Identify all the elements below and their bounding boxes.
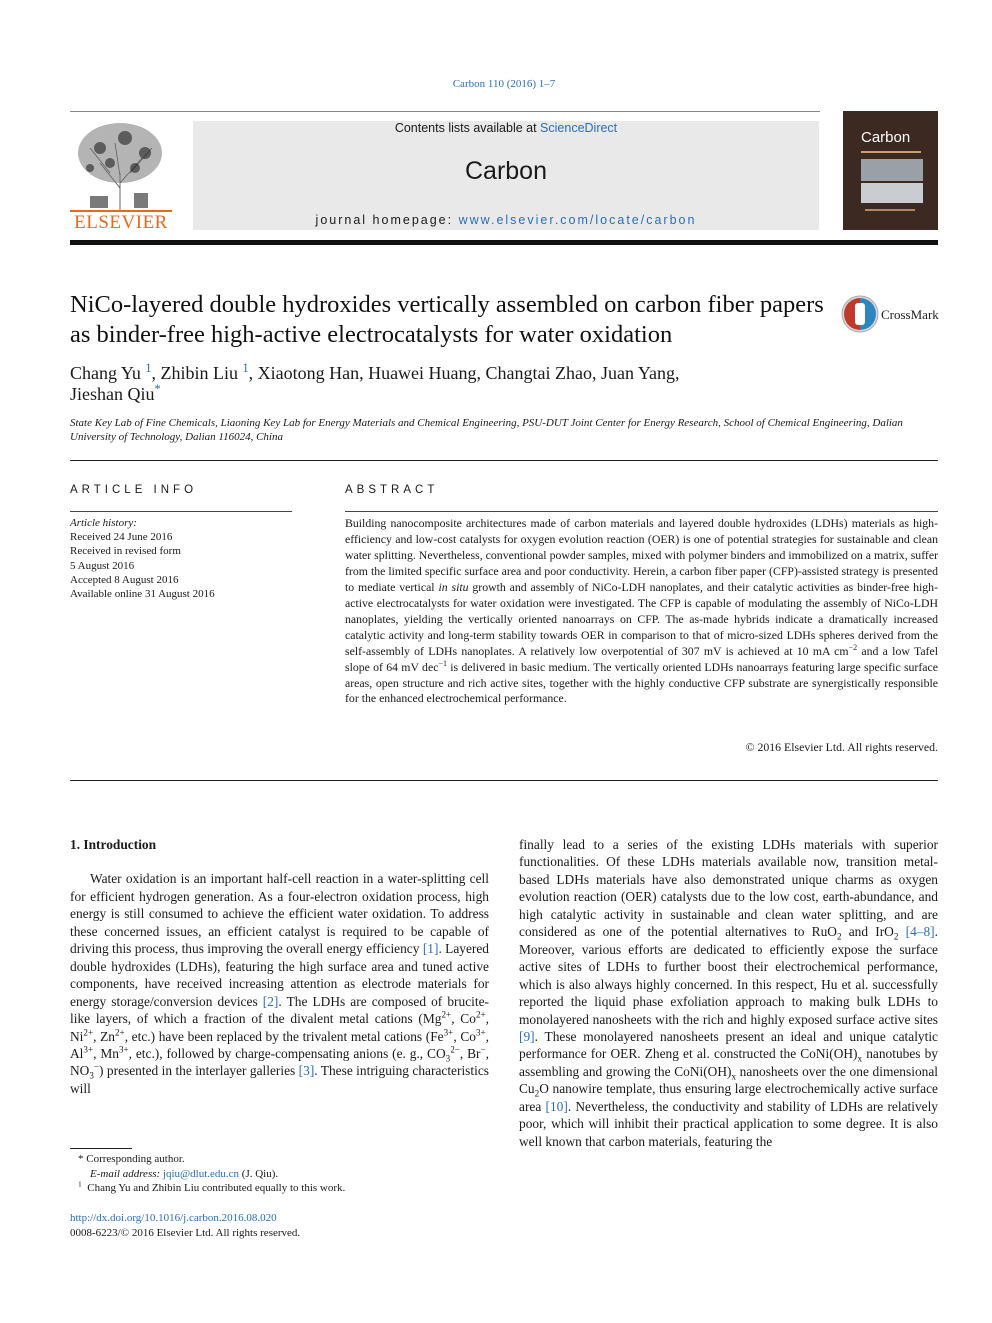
abstract-copyright: © 2016 Elsevier Ltd. All rights reserved.: [745, 740, 938, 754]
formula-sub: 2: [893, 931, 899, 942]
history-line: 5 August 2016: [70, 559, 135, 572]
text-run: . These monolayered nanosheets present an ideal and unique catalytic performance for OER. Zheng et al. constructed the CoNi(OH): [519, 1028, 938, 1062]
email-link[interactable]: jqiu@dlut.edu.cn: [162, 1167, 240, 1180]
text-run: nanotubes by assembling and growing the CoNi(OH): [519, 1046, 938, 1079]
homepage-link[interactable]: www.elsevier.com/locate/carbon: [458, 213, 697, 227]
author-footnote-mark[interactable]: 1: [242, 361, 249, 375]
charge-sup: 2−: [450, 1044, 460, 1055]
reference-link[interactable]: [4–8]: [905, 924, 935, 940]
formula-sub: 2: [534, 1089, 540, 1100]
charge-sup: 2+: [83, 1027, 94, 1038]
divider: [70, 460, 938, 461]
abstract-sup: −2: [848, 642, 858, 652]
intro-paragraph: [70, 870, 489, 1097]
homepage-prefix: journal homepage:: [315, 213, 459, 227]
text-run: . These intriguing characteristics will: [70, 1063, 489, 1096]
text-run: , Co: [451, 1011, 476, 1027]
crossmark-icon: [840, 294, 880, 334]
issn-line: 0008-6223/© 2016 Elsevier Ltd. All rights reserved.: [70, 1227, 301, 1239]
crossmark-label: CrossMark: [881, 307, 939, 322]
charge-sup: 3+: [118, 1044, 129, 1055]
abstract-text: [345, 516, 938, 707]
cover-bar: [861, 151, 921, 153]
divider: [70, 780, 938, 781]
text-run: , NO: [70, 1045, 489, 1079]
reference-link[interactable]: [1]: [422, 941, 439, 957]
text-run: . Moreover, various efforts are dedicated to efficiently expose the surface active sites of LDHs to further boost their electrochemical performance, which is also always highly concerned. In this respect, Hu et al. successfully reported the liquid phase exfoliation approach to making bulk LDHs to monolayered nanosheets with the rich and highly exposed surface active sites: [519, 924, 938, 1027]
text-run: ) presented in the interlayer galleries: [99, 1063, 299, 1079]
text-run: nanosheets over the one dimensional Cu: [519, 1063, 938, 1097]
elsevier-logo[interactable]: [70, 118, 172, 233]
formula-sub: 2: [836, 931, 842, 942]
charge-sup: 3+: [475, 1027, 486, 1038]
text-run: , Mn: [93, 1045, 119, 1061]
header-top-rule: [70, 111, 820, 112]
charge-sup: 3+: [83, 1044, 94, 1055]
formula-sub: 3: [445, 1053, 451, 1064]
charge-sup: 2+: [441, 1009, 452, 1020]
text-run: . Layered double hydroxides (LDHs), featuring the high surface area and tuned active components, have received increasing attention as electrode materials for energy storage/conversion devices: [70, 941, 489, 1009]
formula-sub: x: [857, 1054, 863, 1065]
author-names[interactable]: Xiaotong Han, Huawei Huang, Changtai Zhao, Juan Yang,: [257, 363, 680, 383]
history-line: Received in revised form: [70, 545, 181, 558]
abstract-part: growth and assembly of NiCo-LDH nanoplates, and their catalytic activities as binder-free high-active electrocatalysts for water oxidation were investigated. The CFP is capable of modulating the assembly of NiCo-LDH nanoplates, yielding the vertically oriented nanoarrays on CFP. The as-made hybrids indicate a dramatically increased catalytic activity and long-term stability towards OER in comparison to that of micro-sized LDHs spheres derived from the self-assembly of LDHs nanoplates. A relatively low overpotential of 307 mV is achieved at 10 mA cm: [345, 579, 939, 658]
abstract-part: is delivered in basic medium. The vertically oriented LDHs nanoarrays featuring large specific surface areas, open structure and rich active sites, together with the highly conductive CFP substrate are synergistically responsible for the enhanced electrochemical performance.: [345, 659, 938, 706]
abstract-heading: ABSTRACT: [345, 484, 439, 496]
text-run: and IrO: [841, 924, 894, 940]
abstract-part: Building nanocomposite architectures made of carbon materials and layered double hydroxides (LDHs) materials as high-efficiency and low-cost catalysts for oxygen evolution reaction (OER) is one of potential strategies for sustainable and clean water splitting. Nevertheless, conventional powder samples, mixed with polymer binders and immobilized on a matrix, suffer from the limited specific surface area and poor conductivity. Herein, a carbon fiber paper (CFP)-assisted strategy is presented to mediate vertical: [345, 516, 938, 594]
reference-link[interactable]: [3]: [298, 1063, 315, 1079]
cover-image-2: [861, 183, 923, 203]
header-thick-rule: [70, 240, 938, 245]
charge-sup: 2+: [475, 1009, 486, 1020]
text-run: , etc.), followed by charge-compensating anions (e. g., CO: [128, 1045, 446, 1061]
reference-link[interactable]: [2]: [262, 993, 279, 1009]
journal-cover-thumbnail[interactable]: [843, 111, 938, 230]
history-line: Accepted 8 August 2016: [70, 573, 179, 586]
text-run: . Nevertheless, the conductivity and stability of LDHs are relatively poor, which will inhibit their practical application to some degree. It is also well known that carbon materials, featuring the: [519, 1098, 939, 1149]
history-line: Available online 31 August 2016: [70, 588, 215, 601]
left-column: [70, 836, 489, 1097]
text-run: , etc.) have been replaced by the trivalent metal cations (Fe: [124, 1028, 444, 1044]
article-title: NiCo-layered double hydroxides vertically assembled on carbon fiber papers as binder-free high-active electrocatalysts for water oxidation: [70, 291, 824, 348]
article-history: [70, 516, 292, 601]
cover-footer-bar: [865, 209, 915, 211]
author-list: Chang Yu $^1$, Zhibin Liu $^1$, Xiaotong Han, Huawei Huang, Changtai Zhao, Juan Yang, Jieshan Qiu*: [70, 361, 680, 404]
text-run: , Co: [453, 1028, 476, 1044]
text-run: , Ni: [70, 1011, 489, 1044]
formula-sub: 3: [89, 1071, 94, 1082]
charge-sup: 2+: [114, 1027, 125, 1038]
journal-name: Carbon: [465, 157, 547, 185]
history-label: Article history:: [70, 517, 137, 529]
affiliation: State Key Lab of Fine Chemicals, Liaoning Key Lab for Energy Materials and Chemical Engineering, PSU-DUT Joint Center for Energy Research, School of Chemical Engineering, Dalian University of Technology, Dalian 116024, China: [70, 417, 903, 443]
formula-sub: x: [731, 1071, 737, 1082]
author-name[interactable]: Zhibin Liu: [160, 363, 238, 383]
equal-contribution-note: [78, 1181, 489, 1196]
elsevier-wordmark: ELSEVIER: [74, 212, 168, 233]
footnotes: [78, 1152, 489, 1196]
body-paragraph: [519, 836, 938, 1150]
abstract-italic: in situ: [438, 579, 469, 594]
text-run: [898, 924, 905, 939]
charge-sup: −: [480, 1044, 486, 1055]
crossmark-badge[interactable]: [840, 294, 940, 336]
charge-sup: 3+: [443, 1027, 454, 1038]
text-run: finally lead to a series of the existing LDHs materials with superior functionalities. Of these LDHs materials available now, transition metal-based LDHs materials have also demonstrated unique charms as oxygen evolution reaction (OER) catalysts due to the low cost, earth-abundance, and high catalytic activity in sustainable and clean water splitting, and are considered as one of the potential alternatives to RuO: [519, 837, 938, 940]
text-run: , Zn: [93, 1028, 115, 1044]
email-tail: (J. Qiu).: [239, 1167, 279, 1180]
abstract-part: and a low Tafel slope of 64 mV dec: [345, 643, 938, 674]
article-info-rule: [70, 511, 292, 512]
author-footnote-mark[interactable]: 1: [145, 361, 152, 375]
footnote-mark: 1: [78, 1179, 82, 1189]
reference-link[interactable]: [10]: [545, 1098, 568, 1114]
right-column: [519, 836, 938, 1150]
abstract-rule: [345, 511, 938, 512]
text-run: , Br: [459, 1045, 481, 1061]
author-name[interactable]: Jieshan Qiu: [70, 384, 155, 404]
equal-text: Chang Yu and Zhibin Liu contributed equally to this work.: [87, 1182, 346, 1194]
doi-link[interactable]: http://dx.doi.org/10.1016/j.carbon.2016.08.020: [70, 1212, 277, 1224]
article-info-heading: ARTICLE INFO: [70, 484, 198, 496]
charge-sup: −: [93, 1061, 100, 1072]
sciencedirect-link[interactable]: ScienceDirect: [540, 121, 618, 135]
reference-link[interactable]: [9]: [519, 1028, 535, 1044]
text-run: , Al: [70, 1028, 490, 1061]
footnote-rule: [70, 1148, 132, 1149]
text-run: O nanowire template, thus ensuring large electrochemically active surface area: [519, 1081, 938, 1114]
email-note: [78, 1167, 489, 1182]
abstract-sup: −1: [438, 658, 447, 668]
homepage-line: [193, 213, 819, 227]
author-name[interactable]: Chang Yu: [70, 363, 141, 383]
history-line: Received 24 June 2016: [70, 531, 173, 544]
journal-citation[interactable]: Carbon 110 (2016) 1–7: [452, 78, 556, 90]
email-label: E-mail address:: [90, 1167, 163, 1180]
section-heading: 1. Introduction: [70, 837, 157, 852]
cover-image-1: [861, 159, 923, 181]
corresponding-note: * Corresponding author.: [78, 1153, 185, 1165]
text-run: Water oxidation is an important half-cell reaction in a water-splitting cell for efficient hydrogen generation. As a four-electron oxidation process, high energy is still consumed to achieve the efficient water oxidation. To address these concerned issues, an efficient catalyst is required to be capable of driving this process, thus improving the overall energy efficiency: [70, 871, 489, 957]
contents-line: [193, 121, 819, 135]
contents-prefix: Contents lists available at: [394, 121, 541, 135]
cover-title: Carbon: [861, 129, 911, 146]
corresponding-mark[interactable]: *: [154, 382, 161, 396]
text-run: . The LDHs are composed of brucite-like layers, of which a fraction of the divalent metal cations (Mg: [70, 993, 489, 1027]
